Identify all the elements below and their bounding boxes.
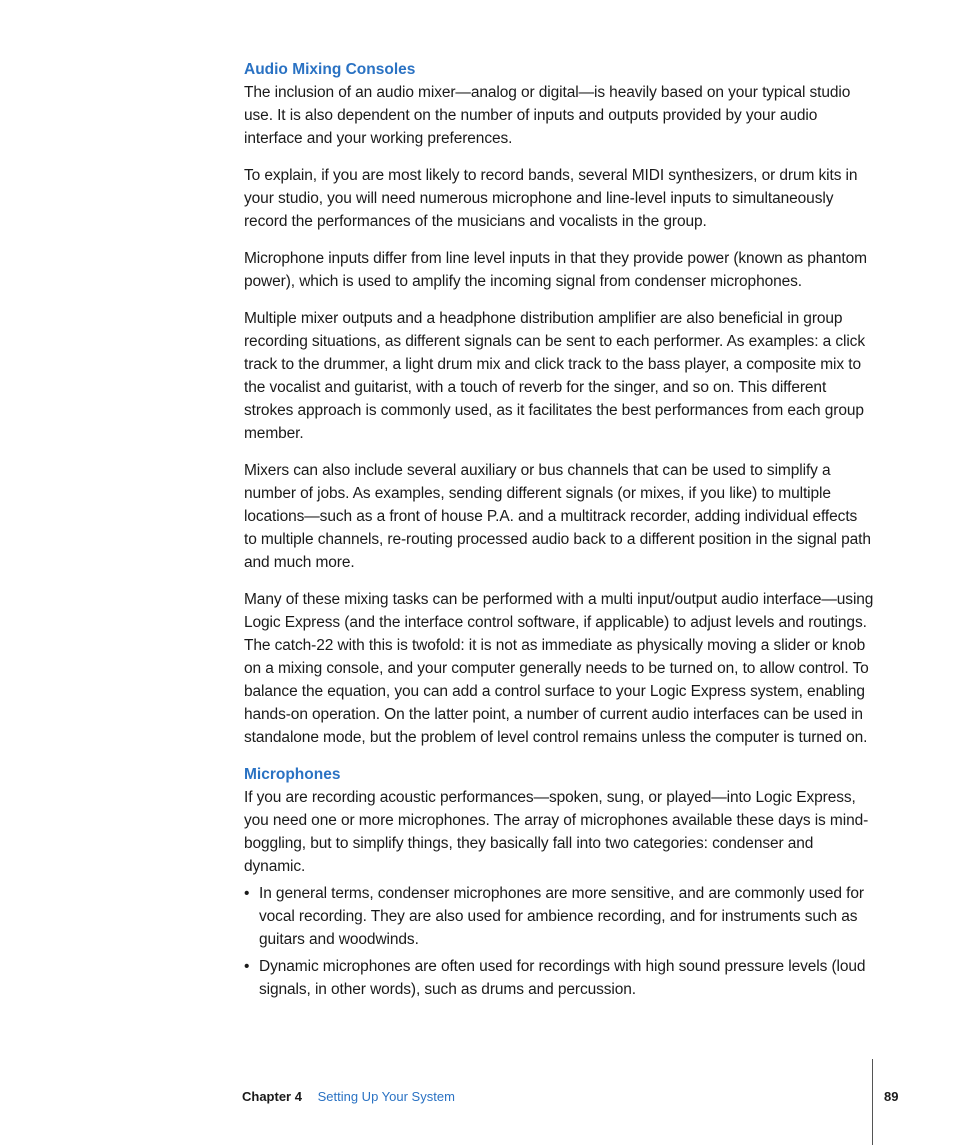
paragraph: Mixers can also include several auxiliary or bus channels that can be used to simplify a number of jobs. As examples, sending different signals (or mixes, if you like) to multiple locations—such as a front of house P.A. and a multitrack recorder, adding individual effects to multiple channels, re-routing processed audio back to a different position in the signal path and much more.: [244, 462, 871, 571]
page-number: 89: [884, 1089, 899, 1104]
paragraph: To explain, if you are most likely to record bands, several MIDI synthesizers, or drum kits in your studio, you will need numerous microphone and line-level inputs to simultaneously record the performances of the musicians and vocalists in the group.: [244, 167, 858, 230]
page-footer: [242, 1087, 455, 1107]
section-heading-audio-mixing-consoles: Audio Mixing Consoles: [244, 61, 416, 78]
list-item-text: Dynamic microphones are often used for recordings with high sound pressure levels (loud signals, in other words), such as drums and percussion.: [259, 958, 866, 998]
bullet-icon: •: [244, 885, 250, 902]
bullet-icon: •: [244, 958, 250, 975]
paragraph: If you are recording acoustic performances—spoken, sung, or played—into Logic Express, you need one or more microphones. The array of microphones available these days is mind-boggling, but to simplify things, they basically fall into two categories: condenser and dynamic.: [244, 789, 869, 875]
bullet-list: [244, 882, 874, 1001]
paragraph: Multiple mixer outputs and a headphone distribution amplifier are also beneficial in group recording situations, as different signals can be sent to each performer. As examples: a click track to the drummer, a light drum mix and click track to the bass player, a composite mix to the vocalist and guitarist, with a touch of reverb for the singer, and so on. This different strokes approach is commonly used, as it facilitates the best performances from each group member.: [244, 310, 865, 442]
list-item-text: In general terms, condenser microphones are more sensitive, and are commonly used for vocal recording. They are also used for ambience recording, and for instruments such as guitars and woodwinds.: [259, 885, 864, 948]
page-content: [244, 58, 874, 1005]
list-item: [244, 882, 874, 951]
paragraph: Microphone inputs differ from line level inputs in that they provide power (known as phantom power), which is used to amplify the incoming signal from condenser microphones.: [244, 250, 867, 290]
footer-divider: [872, 1059, 873, 1145]
paragraph: The inclusion of an audio mixer—analog or digital—is heavily based on your typical studio use. It is also dependent on the number of inputs and outputs provided by your audio interface and your working preferences.: [244, 84, 851, 147]
footer-section-link[interactable]: Setting Up Your System: [317, 1089, 455, 1104]
paragraph: Many of these mixing tasks can be performed with a multi input/output audio interface—using Logic Express (and the interface control software, if applicable) to adjust levels and routings. The catch-22 with this is twofold: it is not as immediate as physically moving a slider or knob on a mixing console, and your computer generally needs to be turned on, to allow control. To balance the equation, you can add a control surface to your Logic Express system, enabling hands-on operation. On the latter point, a number of current audio interfaces can be used in standalone mode, but the problem of level control remains unless the computer is turned on.: [244, 591, 874, 746]
section-heading-microphones: Microphones: [244, 766, 341, 783]
list-item: [244, 955, 874, 1001]
footer-chapter: Chapter 4: [242, 1089, 302, 1104]
